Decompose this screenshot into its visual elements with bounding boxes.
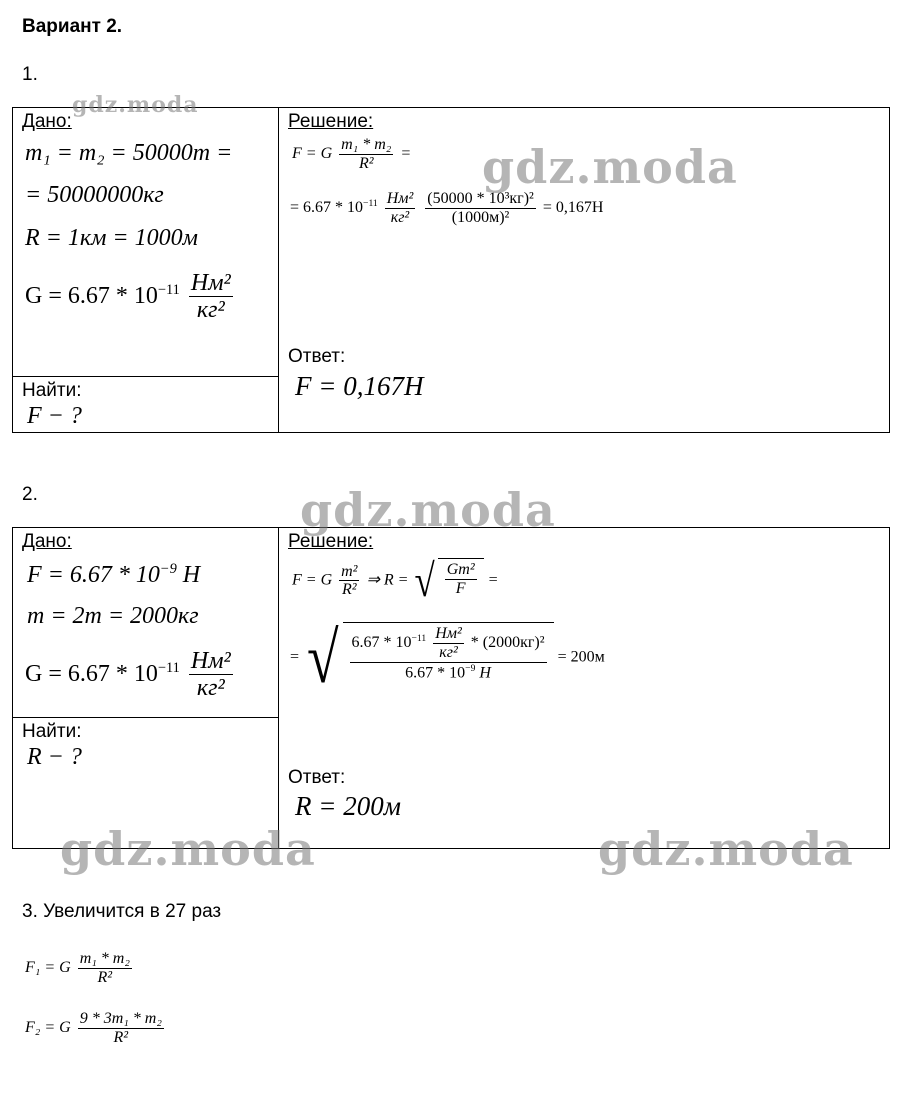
problem-1-answer-label: Ответ:	[288, 346, 346, 367]
problem-3-text: 3. Увеличится в 27 раз	[22, 901, 222, 922]
problem-1-formula: F = G $\frac{\text{m₁ * m₂}}{\text{R²}}$ =	[292, 136, 412, 172]
problem-3-formula-2: F₂ = G $\frac{\text{9 * 3m₁ * m₂}}{\text{R²}}$	[25, 1010, 162, 1046]
problem-1-find-label: Найти:	[22, 380, 82, 401]
problem-1-given-mass: m₁ = m₂ = 50000т =	[25, 140, 233, 166]
problem-2-given-constant: $G = 6.67 * 10^{-11}$ $\frac{\text{Нм²}}{\text{кг²}}$	[25, 648, 231, 702]
watermark-logo: gdz.moda	[60, 822, 316, 876]
problem-2-answer-label: Ответ:	[288, 767, 346, 788]
problem-2-given-force: $F = 6.67 * 10^{-9}$ Н	[27, 561, 201, 588]
problem-2-find-label: Найти:	[22, 721, 82, 742]
problem-3-formula-1: F₁ = G $\frac{\text{m₁ * m₂}}{\text{R²}}$	[25, 950, 130, 986]
problem-2-number: 2.	[22, 484, 38, 505]
problem-1-number: 1.	[22, 64, 38, 85]
problem-2-answer-value: R = 200м	[295, 791, 401, 821]
watermark-logo: gdz.moda	[482, 140, 738, 194]
problem-1-solution-label: Решение:	[288, 111, 374, 132]
problem-1-answer-value: F = 0,167Н	[295, 371, 424, 401]
watermark-logo: gdz.moda	[598, 822, 854, 876]
problem-1-calculation: = $6.67 * 10^{-11}$ $\frac{\text{Нм²}}{\text{кг²}}$ $\frac{\text{(50000 * 10³кг)²}}{\text{(1000м)²}}$ = 0,167Н	[290, 190, 604, 226]
problem-1-find-value: F − ?	[27, 403, 82, 429]
watermark-logo: gdz.moda	[72, 92, 199, 118]
problem-1-given-label: Дано:	[22, 111, 72, 132]
problem-2-divider	[278, 527, 279, 849]
problem-2-formula: F = G $\frac{\text{m²}}{\text{R²}}$ ⇒ R = √ $\frac{\text{Gm²}}{F}$ =	[292, 555, 499, 606]
problem-1-divider	[278, 107, 279, 433]
problem-1-given-mass-kg: = 50000000кг	[25, 182, 164, 208]
problem-2-calculation: = √ $6.67 * 10^{-11}$ $\frac{\text{Нм²}}{\text{кг²}}$ * (2000кг)² $6.67 * 10^{-9}$ Н = 200м	[290, 618, 605, 698]
problem-1-given-constant: $G = 6.67 * 10^{-11}$ $\frac{\text{Нм²}}{\text{кг²}}$	[25, 270, 231, 324]
problem-2-solution-label: Решение:	[288, 531, 374, 552]
page-title: Вариант 2.	[22, 16, 123, 37]
problem-2-find-value: R − ?	[27, 744, 82, 770]
problem-1-given-distance: R = 1км = 1000м	[25, 225, 198, 251]
watermark-logo: gdz.moda	[300, 483, 556, 537]
problem-2-given-mass: m = 2т = 2000кг	[27, 603, 199, 629]
problem-1-find-divider	[12, 376, 278, 377]
problem-2-find-divider	[12, 717, 278, 718]
problem-2-given-label: Дано:	[22, 531, 72, 552]
